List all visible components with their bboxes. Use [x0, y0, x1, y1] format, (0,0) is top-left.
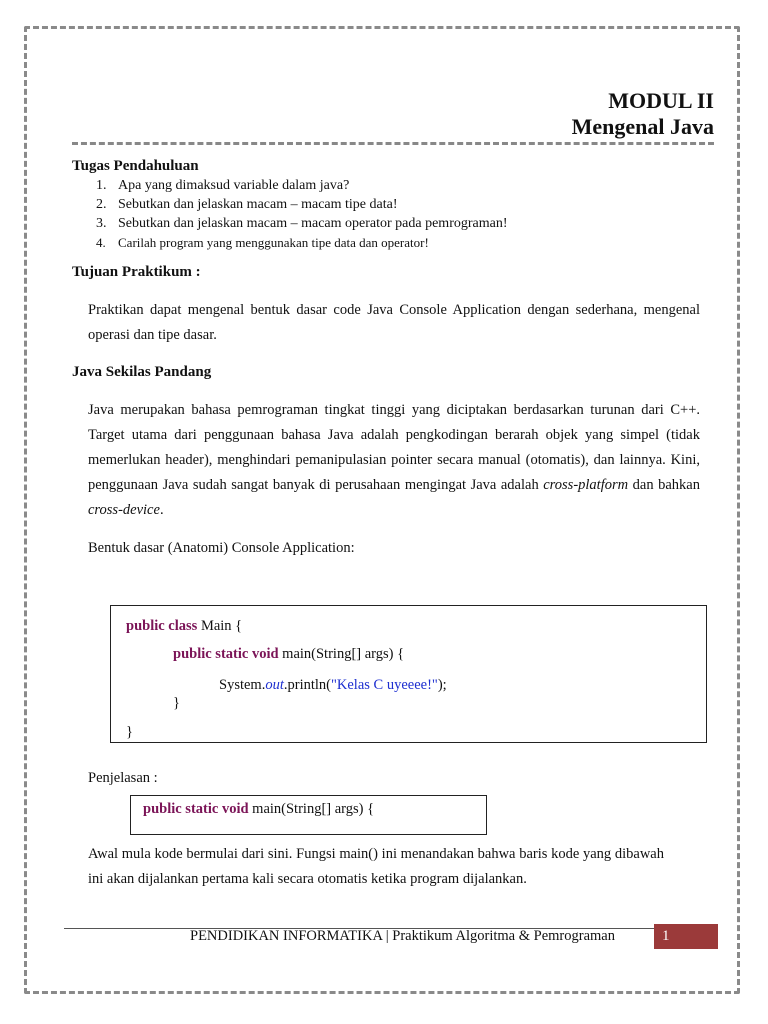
module-subtitle: Mengenal Java [571, 114, 714, 139]
code-line-2: public static void main(String[] args) { [173, 646, 405, 662]
bentuk-text: Bentuk dasar (Anatomi) Console Application: [88, 540, 355, 556]
tujuan-text: Praktikan dapat mengenal bentuk dasar code Java Console Application dengan sederhana, mengenal operasi dan tipe dasar. [88, 302, 700, 343]
module-title: MODUL II [608, 88, 714, 113]
code-line-4: } [173, 695, 180, 711]
code-line-1: public class Main { [126, 618, 243, 634]
code-snippet: public static void main(String[] args) { [130, 795, 487, 835]
sekilas-text: Java merupakan bahasa pemrograman tingkat tinggi yang diciptakan berdasarkan turunan dari C++. Target utama dari penggunaan bahasa Java adalah pengkodingan berarah objek yang simpel (tidak memerlukan header), menghindari pemanipulasian pointer secara manual (otomatis), dan lainnya. Kini, penggunaan Java sudah sangat banyak di perusahaan mengingat Java adalah cross-platform dan bahkan cross-device. [88, 402, 700, 518]
code-line-3: System.out.println("Kelas C uyeeee!"); [219, 677, 447, 693]
list-item: 3. Sebutkan dan jelaskan macam – macam operator pada pemrograman! [96, 216, 508, 231]
penjelasan-text: Awal mula kode bermulai dari sini. Fungsi main() ini menandakan bahwa baris kode yang dibawah ini akan dijalankan pertama kali secara otomatis ketika program dijalankan. [88, 846, 664, 887]
list-item: 2. Sebutkan dan jelaskan macam – macam tipe data! [96, 197, 398, 212]
code-line-5: } [126, 724, 133, 740]
penjelasan-label: Penjelasan : [88, 770, 158, 786]
title-divider [72, 142, 714, 145]
page-number: 1 [654, 924, 718, 949]
list-item: 4. Carilah program yang menggunakan tipe data dan operator! [96, 235, 429, 250]
footer-text: PENDIDIKAN INFORMATIKA | Praktikum Algoritma & Pemrograman [190, 928, 615, 944]
sekilas-heading: Java Sekilas Pandang [72, 364, 212, 380]
code-block [110, 605, 707, 743]
list-item: 1. Apa yang dimaksud variable dalam java? [96, 178, 350, 193]
tujuan-heading: Tujuan Praktikum : [72, 264, 201, 280]
tugas-list [96, 176, 508, 252]
tugas-heading: Tugas Pendahuluan [72, 158, 199, 174]
